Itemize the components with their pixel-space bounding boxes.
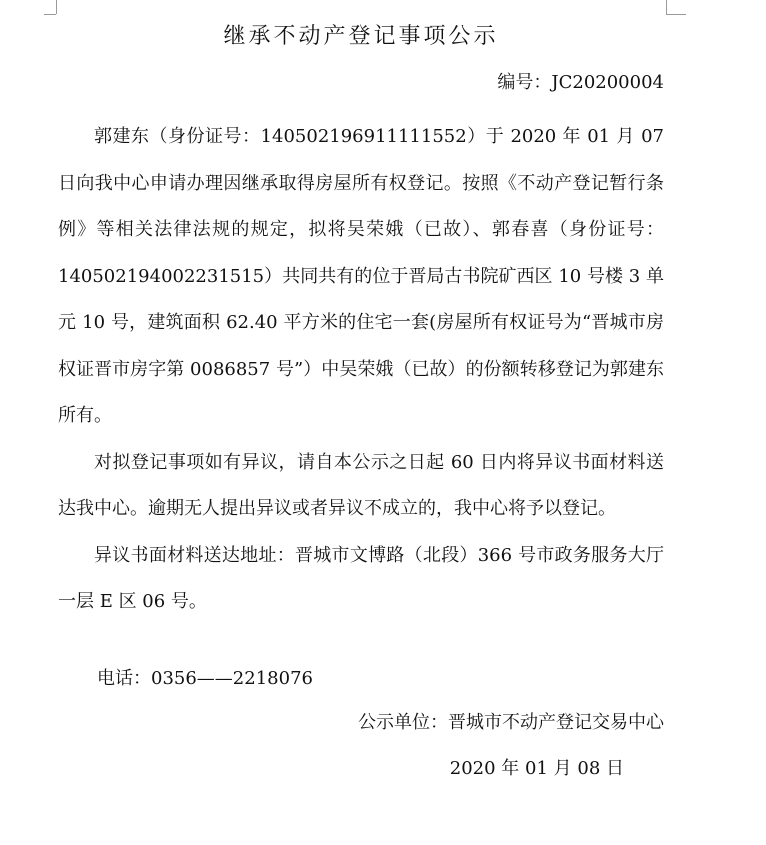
page-corner-mark-right-h [666,14,686,15]
paragraph-address: 异议书面材料送达地址：晋城市文博路（北段）366 号市政务服务大厅一层 E 区 06 号。 [58,544,664,612]
issue-date: 2020 年 01 月 08 日 [449,758,624,779]
page-corner-mark-left [56,0,57,14]
paragraph-application: 郭建东（身份证号：140502196911111552）于 2020 年 01 月 07 日向我中心申请办理因继承取得房屋所有权登记。按照《不动产登记暂行条例》等相关法律法规的规定，拟将吴荣娥（已故）、郭春喜（身份证号：140502194002231515）共同共有的位于晋局古书院矿西区 10 号楼 3 单元 10 号，建筑面积 62.40 平方米的住宅一套(房屋所有权证号为“晋城市房权证晋市房字第 0086857 号”）中吴荣娥（已故）的份额转移登记为郭建东所有。 [58,126,664,426]
document-number: 编号：JC20200004 [497,72,664,93]
document-title: 继承不动产登记事项公示 [223,24,499,49]
contact-phone: 电话：0356——2218076 [97,668,313,689]
issuing-unit: 公示单位：晋城市不动产登记交易中心 [358,712,664,733]
paragraph-objection: 对拟登记事项如有异议，请自本公示之日起 60 日内将异议书面材料送达我中心。逾期无人提出异议或者异议不成立的，我中心将予以登记。 [58,451,664,519]
page-corner-mark-left-h [44,14,56,15]
document-body [58,114,664,626]
page-corner-mark-right [666,0,667,14]
